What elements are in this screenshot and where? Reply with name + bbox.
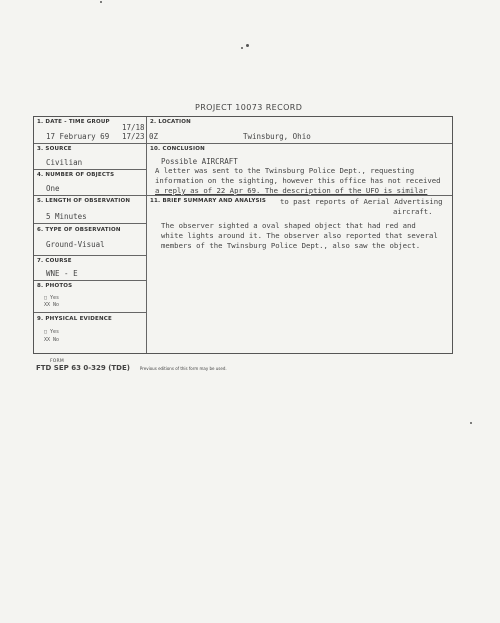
source-cell bbox=[34, 144, 147, 170]
date-time-cell bbox=[34, 117, 147, 144]
scan-speck bbox=[241, 47, 243, 49]
location-value: Twinsburg, Ohio bbox=[243, 132, 311, 141]
objects-label: 4. NUMBER OF OBJECTS bbox=[37, 172, 115, 178]
type-value: Ground-Visual bbox=[46, 240, 105, 249]
conclusion-value: Possible AIRCRAFT bbox=[161, 157, 238, 166]
summary-cell bbox=[147, 196, 452, 353]
conclusion-text bbox=[155, 166, 448, 196]
form-footer bbox=[36, 359, 227, 372]
source-value: Civilian bbox=[46, 158, 83, 167]
date-value: 17 February 69 bbox=[46, 132, 110, 141]
location-cell bbox=[147, 117, 452, 144]
course-photos-evidence-cell bbox=[34, 256, 147, 353]
evidence-yes-checkbox: □ Yes bbox=[44, 329, 60, 335]
summary-inline-2: aircraft. bbox=[393, 207, 433, 216]
divider bbox=[34, 280, 146, 281]
type-label: 6. TYPE OF OBSERVATION bbox=[37, 227, 121, 233]
scan-speck bbox=[470, 422, 472, 424]
scan-speck bbox=[246, 44, 249, 47]
conclusion-label: 10. CONCLUSION bbox=[150, 146, 205, 152]
course-label: 7. COURSE bbox=[37, 258, 72, 264]
evidence-label: 9. PHYSICAL EVIDENCE bbox=[37, 316, 112, 322]
footnote: Previous editions of this form may be used. bbox=[139, 366, 227, 371]
objects-value: One bbox=[46, 184, 60, 193]
summary-text-line: members of the Twinsburg Police Dept., also saw the object. bbox=[161, 241, 421, 250]
time-local-value: 17/18 bbox=[122, 123, 145, 132]
form-word: FORM bbox=[50, 359, 64, 364]
page-title: PROJECT 10073 RECORD bbox=[195, 103, 303, 112]
divider bbox=[34, 312, 146, 313]
summary-text-line: The observer sighted a oval shaped object that had red and bbox=[161, 221, 416, 230]
evidence-no-checkbox: XX No bbox=[44, 337, 60, 343]
objects-cell bbox=[34, 170, 147, 196]
summary-label: 11. BRIEF SUMMARY AND ANALYSIS bbox=[150, 198, 267, 204]
date-label: 1. DATE - TIME GROUP bbox=[37, 119, 110, 125]
length-type-cell bbox=[34, 196, 147, 256]
length-value: 5 Minutes bbox=[46, 212, 87, 221]
time-gmt-value: 17/23 bbox=[122, 132, 145, 141]
summary-inline: to past reports of Aerial Advertising bbox=[280, 197, 443, 206]
course-value: WNE - E bbox=[46, 269, 78, 278]
conclusion-text-line: a reply as of 22 Apr 69. The description of the UFO is similar bbox=[155, 186, 428, 195]
summary-text bbox=[161, 221, 448, 251]
location-gmt-suffix: 0Z bbox=[149, 132, 159, 141]
photos-label: 8. PHOTOS bbox=[37, 283, 73, 289]
photos-yes-checkbox: □ Yes bbox=[44, 295, 60, 301]
scan-speck bbox=[100, 1, 102, 3]
location-label: 2. LOCATION bbox=[150, 119, 191, 125]
source-label: 3. SOURCE bbox=[37, 146, 72, 152]
record-form bbox=[33, 116, 453, 354]
conclusion-text-line: A letter was sent to the Twinsburg Police Dept., requesting bbox=[155, 166, 415, 175]
photos-no-checkbox: XX No bbox=[44, 302, 60, 308]
divider bbox=[34, 223, 146, 224]
summary-text-line: white lights around it. The observer also reported that several bbox=[161, 231, 438, 240]
length-label: 5. LENGTH OF OBSERVATION bbox=[37, 198, 131, 204]
form-id: FTD SEP 63 0-329 (TDE) bbox=[36, 364, 130, 372]
conclusion-text-cell bbox=[147, 166, 452, 196]
conclusion-text-line: information on the sighting, however this office has not received bbox=[155, 176, 441, 185]
